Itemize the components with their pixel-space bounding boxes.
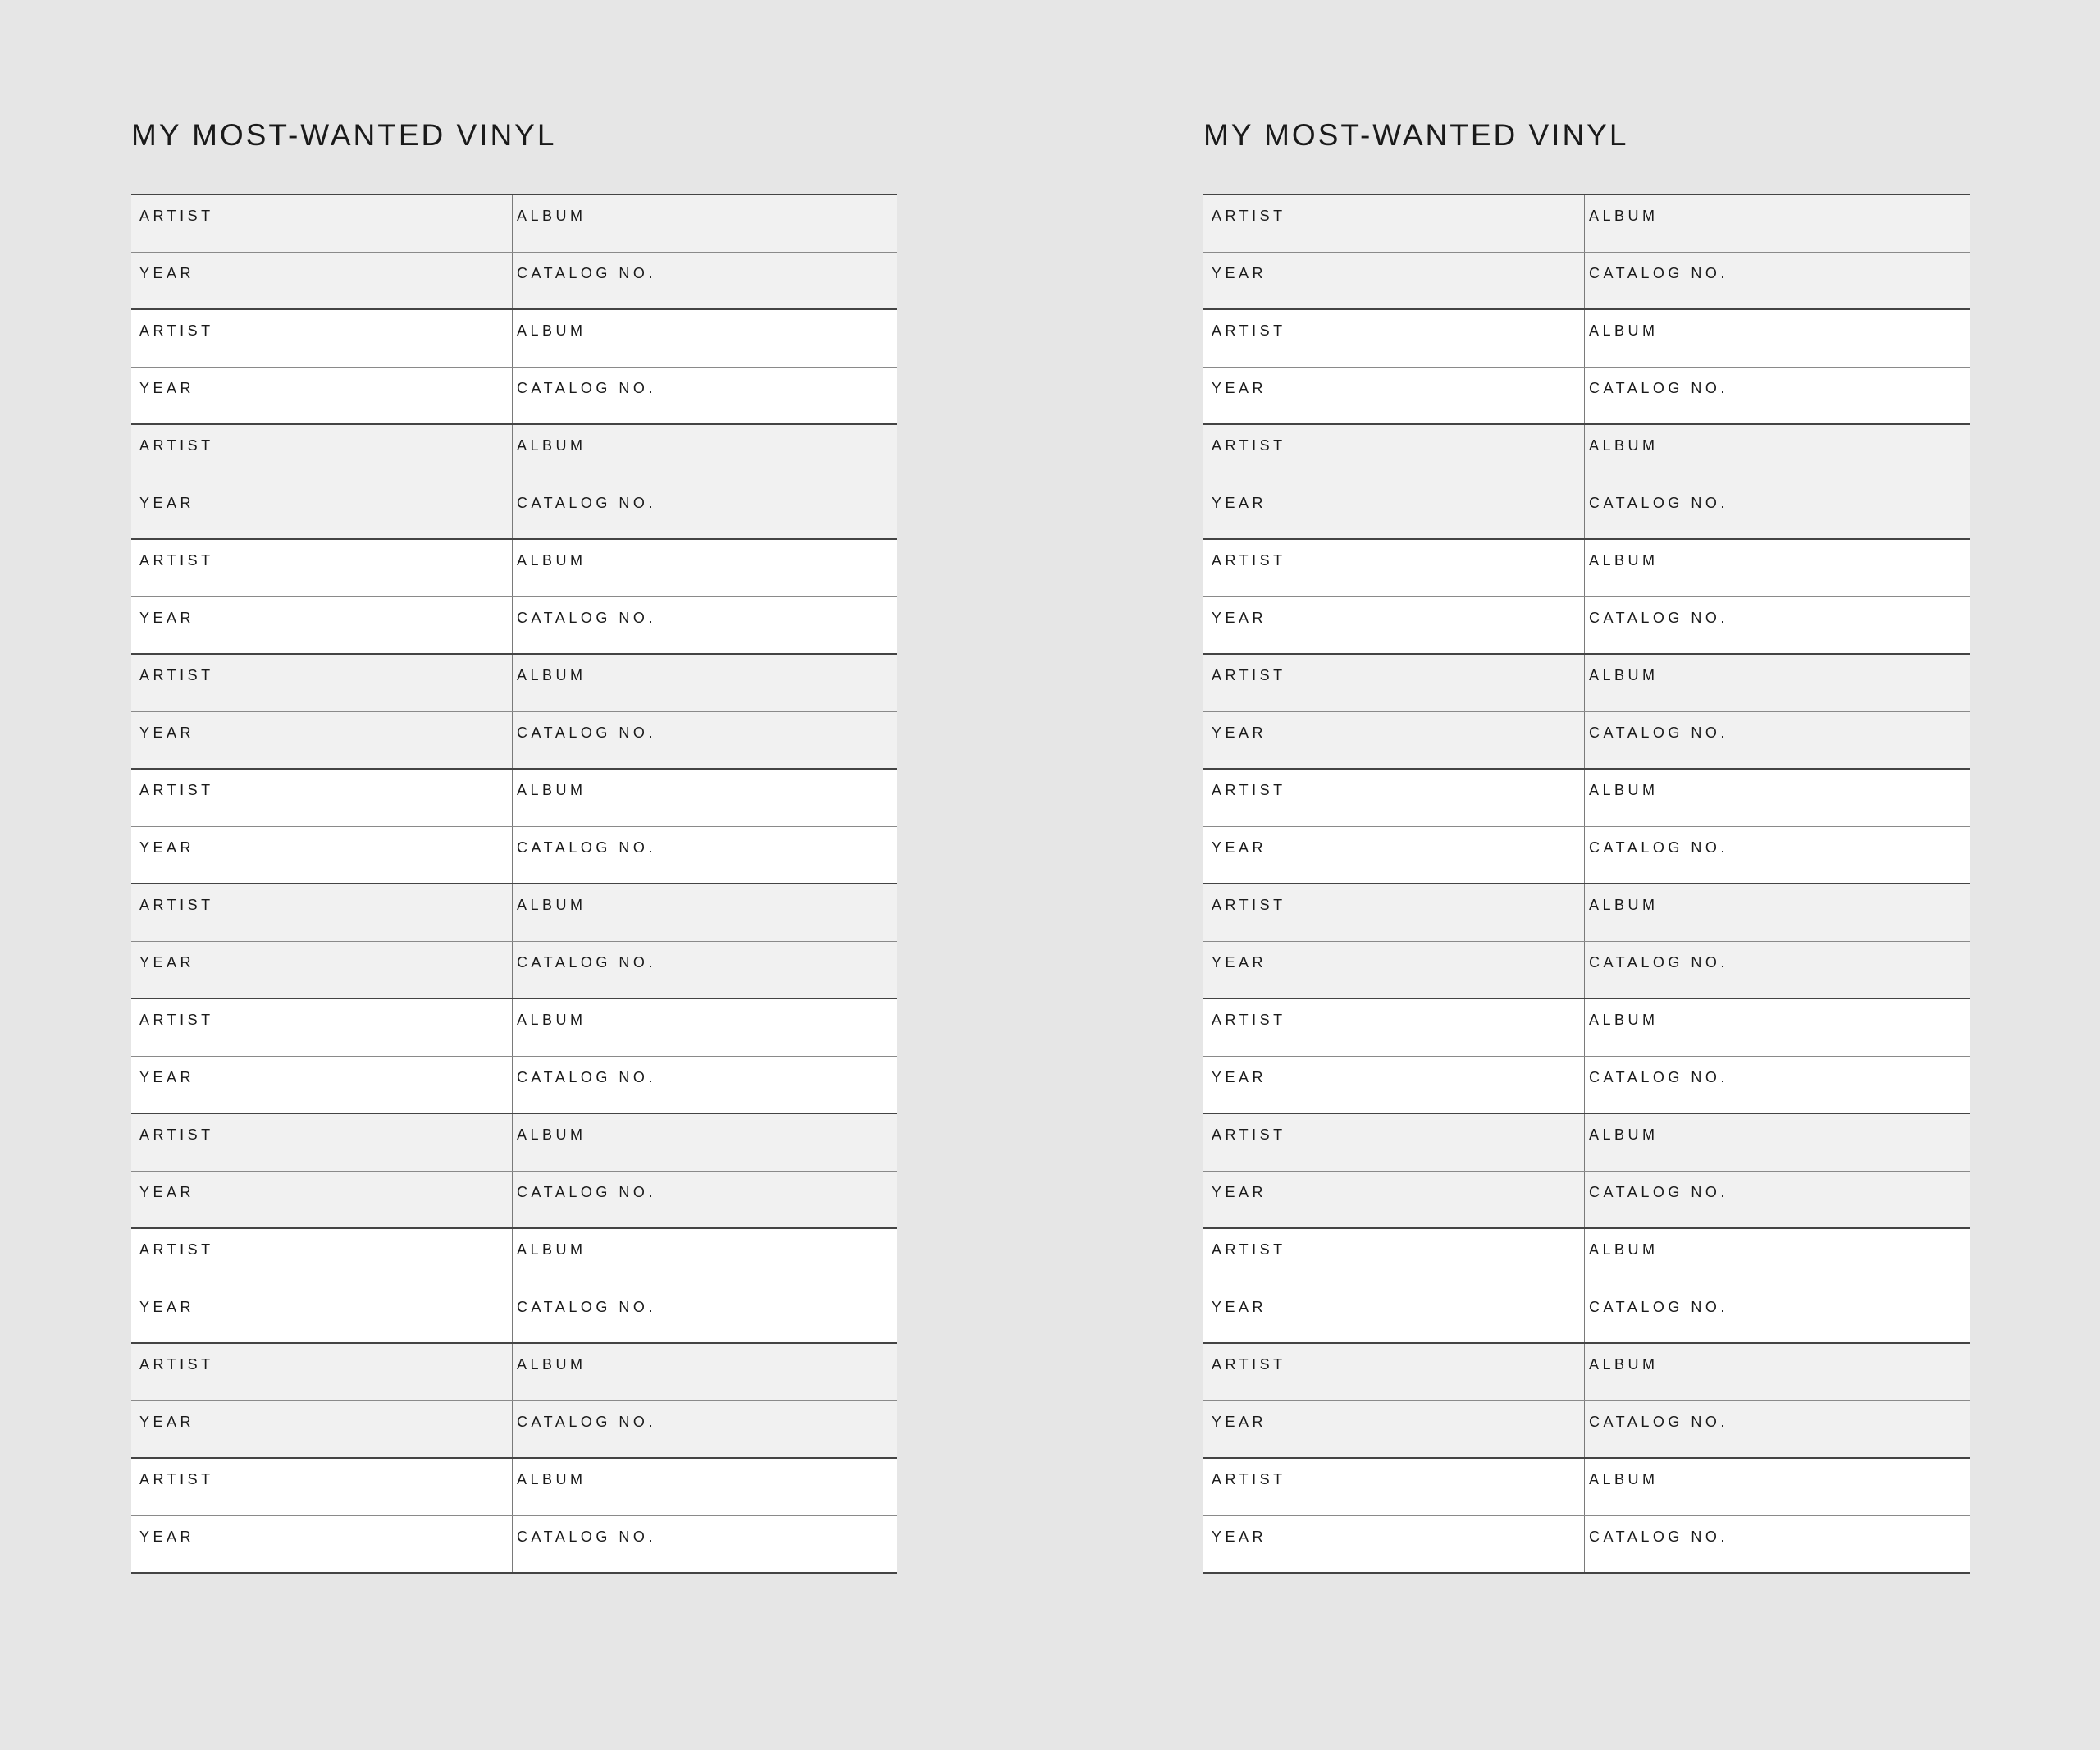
artist-field[interactable] xyxy=(131,884,512,941)
artist-label: ARTIST xyxy=(1212,322,1286,339)
album-label: ALBUM xyxy=(1589,437,1659,454)
catalog-label: CATALOG NO. xyxy=(1589,1184,1728,1200)
entry-row-year-catalog xyxy=(131,1172,897,1227)
catalog-number-field[interactable] xyxy=(512,253,897,308)
vinyl-entry xyxy=(1203,1459,1970,1574)
album-label: ALBUM xyxy=(517,1241,587,1258)
entry-row-artist-album xyxy=(1203,425,1970,482)
album-field[interactable] xyxy=(512,540,897,596)
vinyl-entry xyxy=(1203,540,1970,655)
catalog-label: CATALOG NO. xyxy=(1589,724,1728,741)
vinyl-entry xyxy=(131,195,897,310)
artist-label: ARTIST xyxy=(1212,1012,1286,1028)
year-field[interactable] xyxy=(131,1172,512,1227)
album-label: ALBUM xyxy=(1589,897,1659,913)
entry-row-artist-album xyxy=(1203,195,1970,253)
artist-label: ARTIST xyxy=(139,437,214,454)
year-label: YEAR xyxy=(1212,610,1267,626)
catalog-label: CATALOG NO. xyxy=(1589,265,1728,281)
page-title: MY MOST-WANTED VINYL xyxy=(1203,118,1629,152)
entry-row-year-catalog xyxy=(131,1401,897,1457)
artist-field[interactable] xyxy=(1203,1459,1584,1515)
catalog-number-field[interactable] xyxy=(1584,253,1970,308)
vinyl-entry xyxy=(131,999,897,1114)
year-label: YEAR xyxy=(1212,1414,1267,1430)
year-label: YEAR xyxy=(139,380,195,396)
year-label: YEAR xyxy=(139,724,195,741)
album-field[interactable] xyxy=(1584,1229,1970,1286)
vinyl-entry xyxy=(131,425,897,540)
album-field[interactable] xyxy=(512,770,897,826)
entry-row-year-catalog xyxy=(1203,1516,1970,1572)
catalog-label: CATALOG NO. xyxy=(1589,380,1728,396)
artist-label: ARTIST xyxy=(1212,437,1286,454)
entry-row-year-catalog xyxy=(1203,253,1970,308)
year-field[interactable] xyxy=(1203,597,1584,653)
catalog-label: CATALOG NO. xyxy=(1589,495,1728,511)
catalog-number-field[interactable] xyxy=(1584,1057,1970,1113)
album-field[interactable] xyxy=(512,310,897,367)
album-label: ALBUM xyxy=(1589,1471,1659,1487)
entry-row-year-catalog xyxy=(1203,597,1970,653)
catalog-number-field[interactable] xyxy=(512,482,897,538)
artist-label: ARTIST xyxy=(139,1471,214,1487)
catalog-number-field[interactable] xyxy=(1584,1286,1970,1342)
artist-field[interactable] xyxy=(131,540,512,596)
entry-row-artist-album xyxy=(1203,1114,1970,1172)
entry-row-year-catalog xyxy=(131,1516,897,1572)
album-label: ALBUM xyxy=(1589,1241,1659,1258)
album-label: ALBUM xyxy=(517,1471,587,1487)
album-field[interactable] xyxy=(512,999,897,1056)
entry-row-artist-album xyxy=(1203,1229,1970,1286)
entry-row-year-catalog xyxy=(1203,942,1970,998)
vinyl-entry xyxy=(131,310,897,425)
page-title: MY MOST-WANTED VINYL xyxy=(131,118,557,152)
catalog-label: CATALOG NO. xyxy=(517,1414,656,1430)
album-label: ALBUM xyxy=(1589,1126,1659,1143)
artist-label: ARTIST xyxy=(139,208,214,224)
vinyl-entry xyxy=(131,770,897,884)
artist-field[interactable] xyxy=(131,310,512,367)
vinyl-entry-list xyxy=(1203,194,1970,1574)
year-field[interactable] xyxy=(131,1057,512,1113)
catalog-label: CATALOG NO. xyxy=(517,495,656,511)
entry-row-artist-album xyxy=(131,655,897,712)
album-label: ALBUM xyxy=(517,667,587,683)
year-field[interactable] xyxy=(131,942,512,998)
artist-field[interactable] xyxy=(131,655,512,711)
catalog-number-field[interactable] xyxy=(512,597,897,653)
entry-row-artist-album xyxy=(1203,1459,1970,1516)
artist-label: ARTIST xyxy=(139,552,214,569)
artist-label: ARTIST xyxy=(1212,1471,1286,1487)
artist-label: ARTIST xyxy=(139,1012,214,1028)
year-label: YEAR xyxy=(1212,1528,1267,1545)
entry-row-artist-album xyxy=(131,425,897,482)
year-label: YEAR xyxy=(139,839,195,856)
artist-label: ARTIST xyxy=(1212,667,1286,683)
catalog-label: CATALOG NO. xyxy=(1589,1414,1728,1430)
catalog-number-field[interactable] xyxy=(1584,1401,1970,1457)
entry-row-artist-album xyxy=(1203,655,1970,712)
year-label: YEAR xyxy=(139,610,195,626)
catalog-number-field[interactable] xyxy=(1584,482,1970,538)
year-label: YEAR xyxy=(139,954,195,971)
vinyl-entry xyxy=(1203,195,1970,310)
year-field[interactable] xyxy=(1203,1172,1584,1227)
catalog-number-field[interactable] xyxy=(512,1172,897,1227)
entry-row-artist-album xyxy=(131,540,897,597)
catalog-label: CATALOG NO. xyxy=(1589,1299,1728,1315)
album-label: ALBUM xyxy=(1589,782,1659,798)
vinyl-entry xyxy=(1203,884,1970,999)
entry-row-artist-album xyxy=(131,1229,897,1286)
year-field[interactable] xyxy=(131,827,512,883)
album-field[interactable] xyxy=(1584,999,1970,1056)
album-label: ALBUM xyxy=(1589,667,1659,683)
year-label: YEAR xyxy=(1212,724,1267,741)
catalog-number-field[interactable] xyxy=(512,368,897,423)
album-field[interactable] xyxy=(512,1114,897,1171)
artist-field[interactable] xyxy=(131,1344,512,1400)
entry-row-year-catalog xyxy=(131,1057,897,1113)
album-label: ALBUM xyxy=(1589,552,1659,569)
entry-row-artist-album xyxy=(131,310,897,368)
entry-row-artist-album xyxy=(1203,310,1970,368)
year-field[interactable] xyxy=(131,712,512,768)
entry-row-year-catalog xyxy=(131,1286,897,1342)
year-field[interactable] xyxy=(1203,942,1584,998)
entry-row-year-catalog xyxy=(131,253,897,308)
catalog-label: CATALOG NO. xyxy=(1589,1528,1728,1545)
year-label: YEAR xyxy=(1212,954,1267,971)
entry-row-artist-album xyxy=(1203,999,1970,1057)
artist-field[interactable] xyxy=(1203,1114,1584,1171)
artist-label: ARTIST xyxy=(139,1356,214,1373)
catalog-number-field[interactable] xyxy=(1584,368,1970,423)
catalog-number-field[interactable] xyxy=(512,1401,897,1457)
vinyl-entry xyxy=(1203,425,1970,540)
catalog-number-field[interactable] xyxy=(1584,597,1970,653)
catalog-number-field[interactable] xyxy=(1584,712,1970,768)
year-label: YEAR xyxy=(139,1184,195,1200)
artist-label: ARTIST xyxy=(139,322,214,339)
artist-field[interactable] xyxy=(1203,884,1584,941)
album-label: ALBUM xyxy=(517,208,587,224)
vinyl-entry xyxy=(131,540,897,655)
catalog-number-field[interactable] xyxy=(1584,942,1970,998)
vinyl-entry xyxy=(1203,310,1970,425)
catalog-label: CATALOG NO. xyxy=(1589,610,1728,626)
artist-field[interactable] xyxy=(131,999,512,1056)
entry-row-artist-album xyxy=(1203,884,1970,942)
artist-field[interactable] xyxy=(1203,1229,1584,1286)
artist-label: ARTIST xyxy=(1212,1356,1286,1373)
catalog-label: CATALOG NO. xyxy=(517,610,656,626)
catalog-number-field[interactable] xyxy=(1584,827,1970,883)
entry-row-year-catalog xyxy=(131,597,897,653)
album-field[interactable] xyxy=(512,655,897,711)
year-label: YEAR xyxy=(1212,1069,1267,1085)
artist-label: ARTIST xyxy=(1212,897,1286,913)
album-field[interactable] xyxy=(1584,1114,1970,1171)
catalog-label: CATALOG NO. xyxy=(517,1069,656,1085)
artist-label: ARTIST xyxy=(1212,552,1286,569)
year-label: YEAR xyxy=(1212,839,1267,856)
artist-label: ARTIST xyxy=(139,782,214,798)
entry-row-artist-album xyxy=(131,1459,897,1516)
artist-label: ARTIST xyxy=(1212,782,1286,798)
album-label: ALBUM xyxy=(517,1356,587,1373)
entry-row-year-catalog xyxy=(1203,1172,1970,1227)
entry-row-artist-album xyxy=(1203,540,1970,597)
artist-field[interactable] xyxy=(1203,425,1584,482)
album-field[interactable] xyxy=(1584,1459,1970,1515)
catalog-label: CATALOG NO. xyxy=(517,724,656,741)
entry-row-year-catalog xyxy=(131,827,897,883)
entry-row-artist-album xyxy=(131,770,897,827)
catalog-label: CATALOG NO. xyxy=(517,954,656,971)
catalog-label: CATALOG NO. xyxy=(1589,1069,1728,1085)
year-field[interactable] xyxy=(131,1286,512,1342)
vinyl-entry xyxy=(1203,1344,1970,1459)
entry-row-year-catalog xyxy=(1203,712,1970,768)
album-field[interactable] xyxy=(1584,310,1970,367)
artist-label: ARTIST xyxy=(1212,208,1286,224)
album-field[interactable] xyxy=(512,425,897,482)
year-field[interactable] xyxy=(1203,1401,1584,1457)
catalog-label: CATALOG NO. xyxy=(1589,954,1728,971)
year-field[interactable] xyxy=(131,482,512,538)
artist-field[interactable] xyxy=(1203,195,1584,252)
catalog-number-field[interactable] xyxy=(512,1057,897,1113)
album-label: ALBUM xyxy=(517,1012,587,1028)
year-field[interactable] xyxy=(131,368,512,423)
year-field[interactable] xyxy=(1203,368,1584,423)
vinyl-entry xyxy=(131,1459,897,1574)
vinyl-entry xyxy=(1203,999,1970,1114)
entry-row-year-catalog xyxy=(131,942,897,998)
album-label: ALBUM xyxy=(517,1126,587,1143)
artist-field[interactable] xyxy=(1203,999,1584,1056)
year-label: YEAR xyxy=(1212,1299,1267,1315)
album-field[interactable] xyxy=(512,1459,897,1515)
year-label: YEAR xyxy=(139,1069,195,1085)
artist-label: ARTIST xyxy=(139,1241,214,1258)
vinyl-entry xyxy=(1203,1114,1970,1229)
album-label: ALBUM xyxy=(517,552,587,569)
album-label: ALBUM xyxy=(1589,322,1659,339)
entry-row-artist-album xyxy=(1203,770,1970,827)
year-label: YEAR xyxy=(1212,265,1267,281)
vinyl-entry xyxy=(1203,770,1970,884)
artist-field[interactable] xyxy=(1203,310,1584,367)
entry-row-year-catalog xyxy=(1203,368,1970,423)
catalog-number-field[interactable] xyxy=(512,942,897,998)
album-label: ALBUM xyxy=(517,782,587,798)
album-field[interactable] xyxy=(1584,884,1970,941)
catalog-label: CATALOG NO. xyxy=(517,1299,656,1315)
year-field[interactable] xyxy=(131,1516,512,1572)
album-field[interactable] xyxy=(1584,655,1970,711)
year-label: YEAR xyxy=(139,1528,195,1545)
artist-label: ARTIST xyxy=(139,897,214,913)
year-field[interactable] xyxy=(131,253,512,308)
catalog-number-field[interactable] xyxy=(512,827,897,883)
year-field[interactable] xyxy=(131,1401,512,1457)
catalog-number-field[interactable] xyxy=(512,712,897,768)
vinyl-entry xyxy=(131,1229,897,1344)
artist-label: ARTIST xyxy=(1212,1241,1286,1258)
artist-field[interactable] xyxy=(131,1114,512,1171)
album-field[interactable] xyxy=(512,195,897,252)
year-field[interactable] xyxy=(1203,1286,1584,1342)
album-field[interactable] xyxy=(512,884,897,941)
album-field[interactable] xyxy=(1584,540,1970,596)
catalog-label: CATALOG NO. xyxy=(517,1528,656,1545)
album-field[interactable] xyxy=(1584,770,1970,826)
entry-row-year-catalog xyxy=(1203,1401,1970,1457)
vinyl-entry xyxy=(131,884,897,999)
artist-label: ARTIST xyxy=(139,667,214,683)
album-label: ALBUM xyxy=(517,437,587,454)
entry-row-artist-album xyxy=(131,1344,897,1401)
entry-row-year-catalog xyxy=(131,368,897,423)
artist-label: ARTIST xyxy=(139,1126,214,1143)
year-label: YEAR xyxy=(139,265,195,281)
album-field[interactable] xyxy=(512,1229,897,1286)
vinyl-entry-list xyxy=(131,194,897,1574)
artist-field[interactable] xyxy=(131,1229,512,1286)
catalog-number-field[interactable] xyxy=(512,1516,897,1572)
vinyl-entry xyxy=(1203,655,1970,770)
year-field[interactable] xyxy=(1203,1516,1584,1572)
entry-row-artist-album xyxy=(131,1114,897,1172)
artist-field[interactable] xyxy=(131,1459,512,1515)
entry-row-artist-album xyxy=(1203,1344,1970,1401)
entry-row-artist-album xyxy=(131,999,897,1057)
year-field[interactable] xyxy=(1203,482,1584,538)
album-label: ALBUM xyxy=(517,897,587,913)
year-label: YEAR xyxy=(139,495,195,511)
entry-row-year-catalog xyxy=(131,482,897,538)
album-field[interactable] xyxy=(1584,1344,1970,1400)
year-field[interactable] xyxy=(1203,712,1584,768)
year-field[interactable] xyxy=(1203,1057,1584,1113)
artist-field[interactable] xyxy=(1203,540,1584,596)
vinyl-entry xyxy=(131,1114,897,1229)
album-label: ALBUM xyxy=(517,322,587,339)
entry-row-artist-album xyxy=(131,884,897,942)
year-label: YEAR xyxy=(139,1299,195,1315)
year-label: YEAR xyxy=(1212,1184,1267,1200)
entry-row-artist-album xyxy=(131,195,897,253)
vinyl-entry xyxy=(131,1344,897,1459)
entry-row-year-catalog xyxy=(1203,1286,1970,1342)
year-label: YEAR xyxy=(1212,495,1267,511)
entry-row-year-catalog xyxy=(1203,827,1970,883)
album-field[interactable] xyxy=(1584,195,1970,252)
year-label: YEAR xyxy=(1212,380,1267,396)
catalog-number-field[interactable] xyxy=(1584,1516,1970,1572)
entry-row-year-catalog xyxy=(1203,1057,1970,1113)
album-label: ALBUM xyxy=(1589,208,1659,224)
album-field[interactable] xyxy=(1584,425,1970,482)
artist-label: ARTIST xyxy=(1212,1126,1286,1143)
catalog-label: CATALOG NO. xyxy=(517,265,656,281)
album-label: ALBUM xyxy=(1589,1012,1659,1028)
artist-field[interactable] xyxy=(131,195,512,252)
vinyl-entry xyxy=(131,655,897,770)
year-field[interactable] xyxy=(1203,253,1584,308)
catalog-label: CATALOG NO. xyxy=(517,1184,656,1200)
entry-row-year-catalog xyxy=(131,712,897,768)
artist-field[interactable] xyxy=(1203,1344,1584,1400)
catalog-label: CATALOG NO. xyxy=(517,839,656,856)
catalog-label: CATALOG NO. xyxy=(1589,839,1728,856)
artist-field[interactable] xyxy=(131,425,512,482)
year-field[interactable] xyxy=(1203,827,1584,883)
artist-field[interactable] xyxy=(131,770,512,826)
catalog-label: CATALOG NO. xyxy=(517,380,656,396)
year-field[interactable] xyxy=(131,597,512,653)
catalog-number-field[interactable] xyxy=(1584,1172,1970,1227)
artist-field[interactable] xyxy=(1203,770,1584,826)
album-field[interactable] xyxy=(512,1344,897,1400)
entry-row-year-catalog xyxy=(1203,482,1970,538)
album-label: ALBUM xyxy=(1589,1356,1659,1373)
year-label: YEAR xyxy=(139,1414,195,1430)
vinyl-entry xyxy=(1203,1229,1970,1344)
artist-field[interactable] xyxy=(1203,655,1584,711)
catalog-number-field[interactable] xyxy=(512,1286,897,1342)
